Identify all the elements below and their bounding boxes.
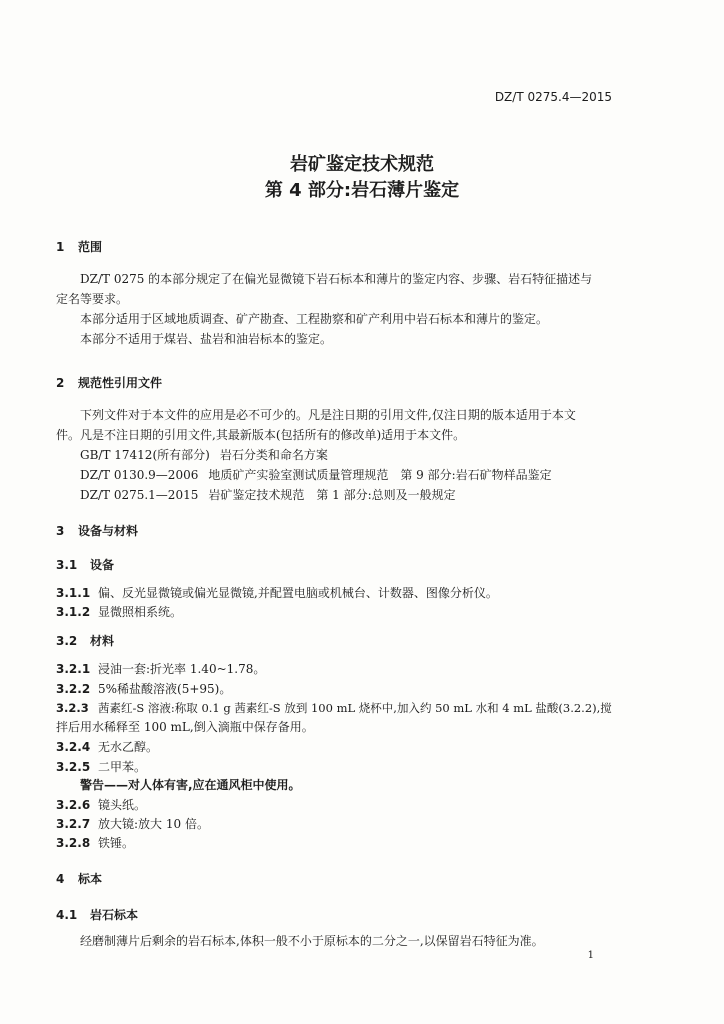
section-heading-2: 2 规范性引用文件 (56, 376, 163, 390)
subsection-heading-3-2: 3.2 材料 (56, 634, 115, 648)
clause-item: 3.2.1 浸油一套:折光率 1.40~1.78。 (56, 662, 266, 676)
reference-item: DZ/T 0275.1—2015 岩矿鉴定技术规范 第 1 部分:总则及一般规定 (80, 488, 456, 502)
clause-item: 3.2.4 无水乙醇。 (56, 740, 159, 754)
warning-note: 警告——对人体有害,应在通风柜中使用。 (80, 778, 301, 792)
paragraph: 拌后用水稀释至 100 mL,倒入滴瓶中保存备用。 (56, 720, 314, 734)
document-title: 岩矿鉴定技术规范 (290, 154, 434, 175)
standard-code: DZ/T 0275.4—2015 (494, 90, 612, 104)
clause-item: 3.2.5 二甲苯。 (56, 760, 147, 774)
section-heading-1: 1 范围 (56, 240, 103, 254)
clause-item: 3.1.1 偏、反光显微镜或偏光显微镜,并配置电脑或机械台、计数器、图像分析仪。 (56, 586, 498, 600)
paragraph: 经磨制薄片后剩余的岩石标本,体积一般不小于原标本的二分之一,以保留岩石特征为准。 (80, 934, 544, 948)
reference-item: DZ/T 0130.9—2006 地质矿产实验室测试质量管理规范 第 9 部分:岩石矿物样品鉴定 (80, 468, 552, 482)
section-heading-4: 4 标本 (56, 872, 103, 886)
clause-item: 3.1.2 显微照相系统。 (56, 605, 183, 619)
subsection-heading-3-1: 3.1 设备 (56, 558, 115, 572)
document-subtitle: 第 4 部分:岩石薄片鉴定 (264, 180, 460, 201)
clause-item: 3.2.8 铁锤。 (56, 836, 135, 850)
paragraph: 下列文件对于本文件的应用是必不可少的。凡是注日期的引用文件,仅注日期的版本适用于本文 (80, 408, 576, 422)
reference-item: GB/T 17412(所有部分) 岩石分类和命名方案 (80, 448, 328, 462)
paragraph: 本部分适用于区域地质调查、矿产勘查、工程勘察和矿产利用中岩石标本和薄片的鉴定。 (80, 312, 549, 326)
clause-item: 3.2.3 茜素红-S 溶液:称取 0.1 g 茜素红-S 放到 100 mL 烧杯中,加入约 50 mL 水和 4 mL 盐酸(3.2.2),搅 (56, 701, 612, 715)
paragraph: 定名等要求。 (56, 292, 129, 306)
clause-item: 3.2.7 放大镜:放大 10 倍。 (56, 817, 209, 831)
paragraph: 件。凡是不注日期的引用文件,其最新版本(包括所有的修改单)适用于本文件。 (56, 428, 466, 442)
page-number: 1 (587, 950, 594, 961)
clause-item: 3.2.2 5%稀盐酸溶液(5+95)。 (56, 682, 232, 696)
paragraph: DZ/T 0275 的本部分规定了在偏光显微镜下岩石标本和薄片的鉴定内容、步骤、岩石特征描述与 (80, 272, 593, 286)
section-heading-3: 3 设备与材料 (56, 524, 139, 538)
clause-item: 3.2.6 镜头纸。 (56, 798, 147, 812)
paragraph: 本部分不适用于煤岩、盐岩和油岩标本的鉴定。 (80, 332, 333, 346)
subsection-heading-4-1: 4.1 岩石标本 (56, 908, 139, 922)
